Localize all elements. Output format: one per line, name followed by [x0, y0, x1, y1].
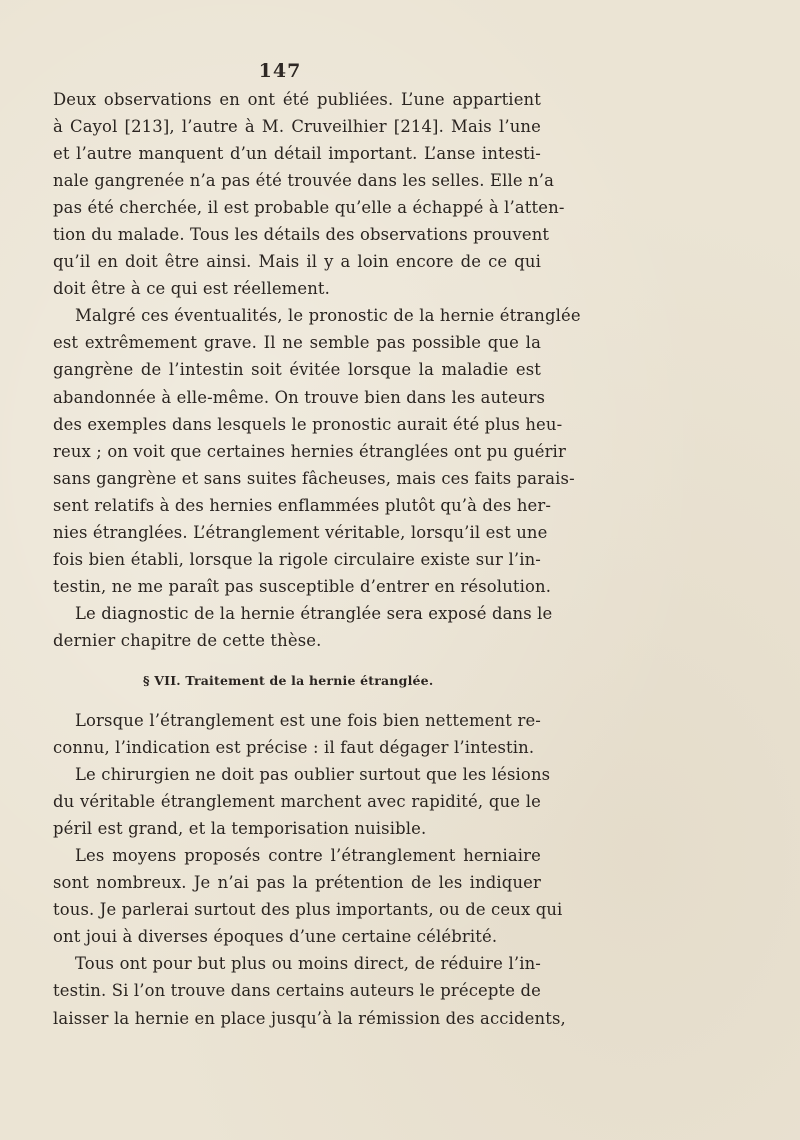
text-line: abandonnée à elle-même. On trouve bien dans les auteurs [53, 387, 546, 407]
text-line: du véritable étranglement marchent avec rapidité, que le [53, 792, 541, 812]
text-line: sent relatifs à des hernies enflammées plutôt qu’à des her- [53, 495, 552, 515]
body-text [53, 86, 581, 1032]
page-number: 147 [258, 60, 302, 82]
text-line: Deux observations en ont été publiées. L’une appartient [53, 90, 541, 109]
text-line: Les moyens proposés contre l’étranglement herniaire [75, 846, 541, 866]
section-heading: § VII. Traitement de la hernie étranglée. [143, 672, 434, 688]
text-line: péril est grand, et la temporisation nuisible. [53, 819, 427, 839]
text-line: Lorsque l’étranglement est une fois bien nettement re- [75, 710, 541, 730]
text-line: Le diagnostic de la hernie étranglée sera exposé dans le [75, 603, 553, 623]
text-line: connu, l’indication est précise : il faut dégager l’intestin. [53, 738, 535, 758]
text-line: tion du malade. Tous les détails des observations prouvent [53, 225, 550, 245]
text-line: laisser la hernie en place jusqu’à la rémission des accidents, [53, 1008, 566, 1028]
text-line: qu’il en doit être ainsi. Mais il y a loin encore de ce qui [53, 252, 541, 272]
text-line: Malgré ces éventualités, le pronostic de la hernie étranglée [75, 306, 581, 326]
text-line: sont nombreux. Je n’ai pas la prétention de les indiquer [53, 873, 541, 893]
text-line: à Cayol [213], l’autre à M. Cruveilhier [214]. Mais l’une [53, 117, 541, 137]
text-line: dernier chapitre de cette thèse. [53, 630, 322, 650]
text-line: nale gangrenée n’a pas été trouvée dans les selles. Elle n’a [53, 171, 555, 191]
text-line: pas été cherchée, il est probable qu’elle a échappé à l’atten- [53, 198, 565, 218]
text-line: gangrène de l’intestin soit évitée lorsque la maladie est [53, 360, 541, 380]
text-line: fois bien établi, lorsque la rigole circulaire existe sur l’in- [53, 549, 541, 569]
text-line: testin. Si l’on trouve dans certains auteurs le précepte de [53, 981, 541, 1001]
text-line: testin, ne me paraît pas susceptible d’entrer en résolution. [53, 576, 552, 596]
text-line: tous. Je parlerai surtout des plus importants, ou de ceux qui [53, 900, 563, 920]
text-line: ont joui à diverses époques d’une certaine célébrité. [53, 927, 498, 947]
text-line: sans gangrène et sans suites fâcheuses, mais ces faits parais- [53, 468, 575, 488]
text-line: est extrêmement grave. Il ne semble pas possible que la [53, 333, 541, 353]
text-line: doit être à ce qui est réellement. [53, 279, 331, 299]
text-line: et l’autre manquent d’un détail important. L’anse intesti- [53, 144, 541, 164]
text-line: Le chirurgien ne doit pas oublier surtout que les lésions [75, 765, 551, 785]
text-line: des exemples dans lesquels le pronostic aurait été plus heu- [53, 414, 563, 434]
text-line: Tous ont pour but plus ou moins direct, de réduire l’in- [75, 954, 541, 974]
text-line: reux ; on voit que certaines hernies étranglées ont pu guérir [53, 441, 566, 461]
text-line: nies étranglées. L’étranglement véritable, lorsqu’il est une [53, 522, 548, 542]
